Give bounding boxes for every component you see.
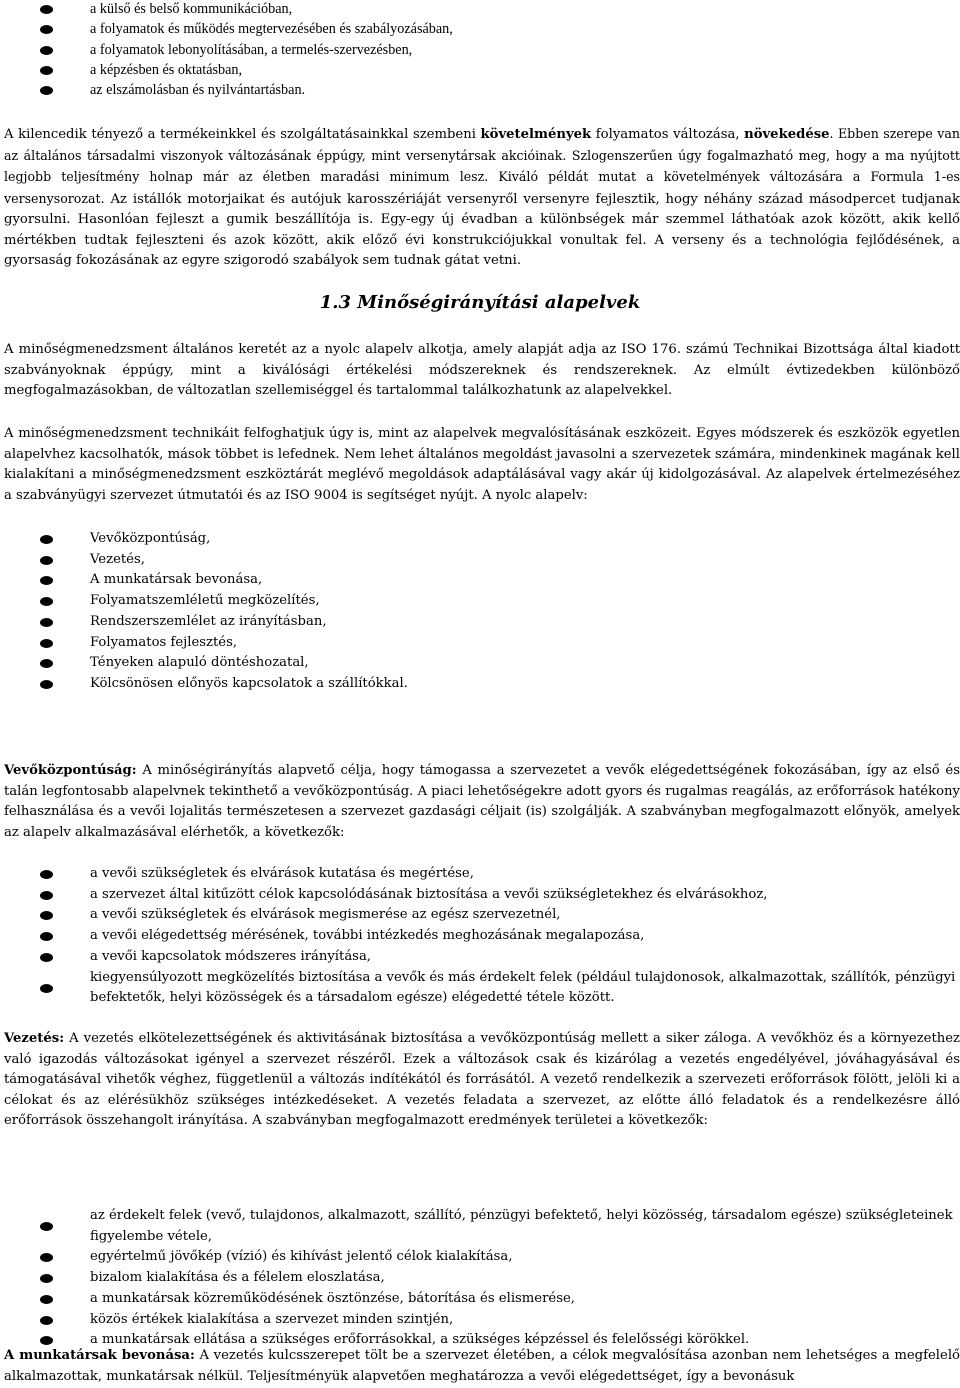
paragraph-requirements: A kilencedik tényező a termékeinkkel és szolgáltatásainkkal szembeni követelmények folyamatos változása, növekedése. Ebben szerepe van az általános társadalmi viszonyok változásának éppúgy, mint versenytársak akcióinak. Szlogenszerűen úgy fogalmazható meg, hogy a ma nyújtott legjobb teljesítmény holnap már az életben maradási minimum lesz. Kiváló példát mutat a követelmények változására a Formula 1-es versenysorozat. Az istállók motorjaikat és autójuk karosszériáját versenyről versenyre fejlesztik, hogy néhány század másodpercet tudjanak gyorsulni. Hasonlóan fejleszt a gumik beszállítója is. Egy-egy új évadban a különbségek már szemmel láthatóak azok között, akik kellő mértékben tudtak fejleszteni és azok között, akik előző évi konstrukciójukkal vonultak fel. A verseny és a technológia fejlődésének, a gyorsaság fokozásának az egyre szigorodó szabályok sem tudnak gátat vetni. bbox=[4, 126, 960, 268]
list-item: a külső és belső kommunikációban, bbox=[0, 0, 960, 19]
list-item: a munkatársak ellátása a szükséges erőforrásokkal, a szükséges képzéssel és felelősségi körökkel. bbox=[0, 1330, 960, 1351]
list-item: a munkatársak közreműködésének ösztönzése, bátorítása és elismerése, bbox=[0, 1289, 960, 1310]
bullet-icon bbox=[40, 911, 53, 920]
bullet-icon bbox=[40, 891, 53, 900]
list-item: Kölcsönösen előnyös kapcsolatok a szállítókkal. bbox=[0, 674, 960, 695]
list-item: Tényeken alapuló döntéshozatal, bbox=[0, 653, 960, 674]
paragraph-techniques: A minőségmenedzsment technikáit felfoghatjuk úgy is, mint az alapelvek megvalósításának eszközeit. Egyes módszerek és eszközök egyetlen alapelvhez kacsolhatók, mások többet is lefednek. Nem lehet általános megoldást javasolni a szervezetek számára, mindenkinek magának kell kialakítani a minőségmenedzsment eszköztárát meglévő megoldások adaptálásával vagy akár új kidolgozásával. Az alapelvek értelmezéséhez a szabványügyi szervezet útmutatói és az ISO 9004 is segítséget nyújt. A nyolc alapelv: bbox=[4, 426, 960, 503]
bullet-icon bbox=[40, 86, 53, 95]
bullet-icon bbox=[40, 932, 53, 941]
bullet-icon bbox=[40, 25, 53, 34]
bullet-icon bbox=[40, 870, 53, 879]
bullet-icon bbox=[40, 639, 53, 648]
customer-benefits-list bbox=[0, 864, 960, 1009]
bullet-icon bbox=[40, 680, 53, 689]
section-heading: 1.3 Minőségirányítási alapelvek bbox=[319, 292, 641, 313]
bullet-icon bbox=[40, 1336, 53, 1345]
list-item: a folyamatok lebonyolításában, a termelés-szervezésben, bbox=[0, 40, 960, 60]
bullet-icon bbox=[40, 1274, 53, 1283]
list-item: a vevői elégedettség mérésének, további intézkedés meghozásának megalapozása, bbox=[0, 926, 960, 947]
bullet-icon bbox=[40, 618, 53, 627]
list-item: Vevőközpontúság, bbox=[0, 529, 960, 550]
list-item: kiegyensúlyozott megközelítés biztosítása a vevők és más érdekelt felek (például tulajdonosok, alkalmazottak, szállítók, pénzügyi befektetők, helyi közösségek és a társadalom egésze) elégedetté tétele között. bbox=[0, 968, 960, 1009]
list-item: az elszámolásban és nyilvántartásban. bbox=[0, 80, 960, 100]
bullet-icon bbox=[40, 984, 53, 993]
bullet-icon bbox=[40, 5, 53, 14]
list-item: a képzésben és oktatásban, bbox=[0, 60, 960, 80]
bullet-icon bbox=[40, 556, 53, 565]
list-item: Rendszerszemlélet az irányításban, bbox=[0, 612, 960, 633]
list-item: Vezetés, bbox=[0, 550, 960, 571]
list-item: a vevői szükségletek és elvárások kutatása és megértése, bbox=[0, 864, 960, 885]
bullet-icon bbox=[40, 659, 53, 668]
list-item: a szervezet által kitűzött célok kapcsolódásának biztosítása a vevői szükségletekhez és elvárásokhoz, bbox=[0, 885, 960, 906]
bullet-icon bbox=[40, 46, 53, 55]
bullet-icon bbox=[40, 535, 53, 544]
list-item: a folyamatok és működés megtervezésében és szabályozásában, bbox=[0, 19, 960, 39]
top-bullet-list bbox=[0, 0, 960, 100]
list-item: a vevői kapcsolatok módszeres irányítása, bbox=[0, 947, 960, 968]
list-item: Folyamatos fejlesztés, bbox=[0, 633, 960, 654]
list-item: A munkatársak bevonása, bbox=[0, 570, 960, 591]
list-item: a vevői szükségletek és elvárások megismerése az egész szervezetnél, bbox=[0, 905, 960, 926]
bullet-icon bbox=[40, 576, 53, 585]
paragraph-customer-focus: Vevőközpontúság: A minőségirányítás alapvető célja, hogy támogassa a szervezetet a vevők elégedettségének fokozásában, így az első és talán legfontosabb alapelvnek tekinthető a vevőközpontúság. A piaci lehetőségekre adott gyors és rugalmas reagálás, az erőforrások hatékony felhasználása és a vevői lojalitás természetesen a szervezet gazdasági céljait (is) szolgálják. A szabványban megfogalmazott előnyök, amelyek az alapelv alkalmazásával elérhetők, a következők: bbox=[4, 763, 960, 840]
bullet-icon bbox=[40, 597, 53, 606]
principles-list bbox=[0, 529, 960, 695]
bullet-icon bbox=[40, 1295, 53, 1304]
paragraph-leadership: Vezetés: A vezetés elkötelezettségének és aktivitásának biztosítása a vevőközpontúság mellett a siker záloga. A vevőkhöz és a környezethez való igazodás változásokat igényel a szervezet részéről. Ezek a változások csak és kizárólag a vezetés engedélyével, jóváhagyásával és támogatásával vihetők véghez, függetlenül a változás indítékától és forrásától. A vezető rendelkezik a szervezeti erőforrások fölött, jelöli ki a célokat és az elérésükhöz szükséges intézkedéseket. A vezetés feladata a szervezet, az előtte álló feladatok és a rendelkezésre álló erőforrások összehangolt irányítása. A szabványban megfogalmazott eredmények területei a következők: bbox=[4, 1031, 960, 1128]
leadership-results-list bbox=[0, 1206, 960, 1351]
bullet-icon bbox=[40, 1316, 53, 1325]
bullet-icon bbox=[40, 953, 53, 962]
list-item: közös értékek kialakítása a szervezet minden szintjén, bbox=[0, 1310, 960, 1331]
paragraph-involvement: A munkatársak bevonása: A vezetés kulcsszerepet tölt be a szervezet életében, a célok megvalósítása azonban nem lehetséges a megfelelő alkalmazottak, munkatársak nélkül. Teljesítményük alapvetően meghatározza a vevői elégedettséget, így a bevonásuk bbox=[4, 1348, 960, 1384]
bullet-icon bbox=[40, 66, 53, 75]
paragraph-principles-intro: A minőségmenedzsment általános keretét az a nyolc alapelv alkotja, amely alapját adja az ISO 176. számú Technikai Bizottsága által kiadott szabványoknak éppúgy, mint a kiválósági értékelési módszereknek és rendszereknek. Az elmúlt évtizedekben különböző megfogalmazásokban, de változatlan szellemiséggel és tartalommal találkozhatunk az alapelvekkel. bbox=[4, 342, 960, 398]
bullet-icon bbox=[40, 1222, 53, 1231]
list-item: egyértelmű jövőkép (vízió) és kihívást jelentő célok kialakítása, bbox=[0, 1247, 960, 1268]
list-item: Folyamatszemléletű megközelítés, bbox=[0, 591, 960, 612]
list-item: az érdekelt felek (vevő, tulajdonos, alkalmazott, szállító, pénzügyi befektető, helyi közösség, társadalom egésze) szükségleteinek figyelembe vétele, bbox=[0, 1206, 960, 1247]
bullet-icon bbox=[40, 1253, 53, 1262]
list-item: bizalom kialakítása és a félelem eloszlatása, bbox=[0, 1268, 960, 1289]
